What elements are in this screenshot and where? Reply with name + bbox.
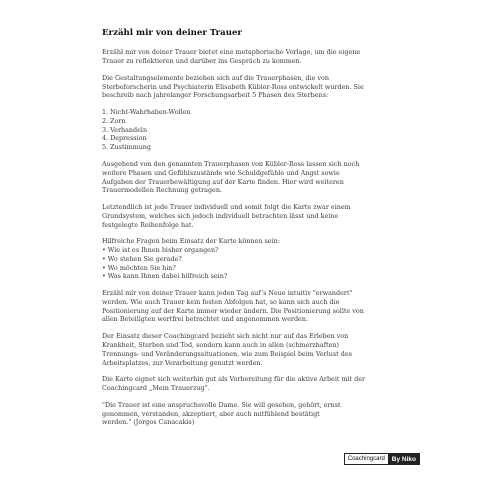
kuebler-ross-paragraph: Die Gestaltungselemente beziehen sich auf die Trauerphasen, die von Sterbeforscherin und Psychiaterin Elisabeth Kübler-Ross entwickelt wurden. Sie beschreib nach jahrelanger Forschungsarbeit 5 Phasen des Sterbens:: [102, 73, 364, 100]
preparation-paragraph: Die Karte eignet sich weiterhin gut als Vorbereitung für die aktive Arbeit mit der Coachingcard „Mein Trauerzug“.: [102, 375, 366, 393]
page-title: Erzähl mir von deiner Trauer: [102, 28, 242, 38]
individual-paragraph: Letztendlich ist jede Trauer individuell und somit folgt die Karte zwar einem Grundsystem, welches sich jedoch individuell betrachten lässt und keine festgelegte Reihenfolge hat.: [102, 203, 351, 229]
logo-by-niko-text: By Niko: [388, 453, 420, 465]
logo-coachingcard-text: Coachingcard: [344, 453, 388, 465]
quote-paragraph: "Die Trauer ist eine anspruchsvolle Dame. Sie will gesehen, gehört, ernst genommen, verstanden, akzeptiert, aber auch mitfühlend bestätigt werden." (Jorgos Canacakis): [102, 400, 341, 427]
intro-paragraph: Erzähl mir von deiner Trauer bietet eine metaphorische Vorlage, um die eigene Trauer zu reflektieren und darüber ins Gespräch zu kommen.: [102, 48, 361, 66]
phases-list: 1. Nicht-Wahrhaben-Wollen 2. Zorn 3. Verhandeln 4. Depression 5. Zustimmung: [102, 108, 191, 152]
further-phases-paragraph: Ausgehend von den genannten Trauerphasen von Kübler-Ross lassen sich noch weitere Phasen und Gefühlszustände wie Schuldgefühle und Angst sowie Aufgaben der Trauerbewältigung auf der Karte finden. Hier wird weiteren Trauermodellen Rechnung getragen.: [102, 159, 360, 195]
intuitive-use-paragraph: Erzähl mir von deiner Trauer kann jeden Tag auf’s Neue intuitiv "erwandert" werden. Wie auch Trauer kein festen Abfolgen hat, so kann sich auch die Positionierung auf der Karte immer wieder ändern. Die Positionierung sollte von allen Beteiligten wertfrei betrachtet und angenommen werden.: [102, 289, 364, 324]
helpful-questions-list: Hilfreiche Fragen beim Einsatz der Karte können sein: • Wie ist es Ihnen bisher ergangen? • Wo stehen Sie gerade? • Wo möchten Sie hin? • Was kann Ihnen dabei hilfreich sein?: [102, 237, 280, 281]
usage-scope-paragraph: Der Einsatz dieser Coachingcard bezieht sich nicht nur auf das Erleben von Krankheit, Sterben und Tod, sondern kann auch in allen (schmerzhaften) Trennungs- und Veränderungssituationen, wie zum Beispiel beim Verlust des Arbeitsplatzes, zur Verarbeitung genutzt werden.: [102, 332, 352, 367]
coachingcard-logo: [344, 453, 420, 465]
